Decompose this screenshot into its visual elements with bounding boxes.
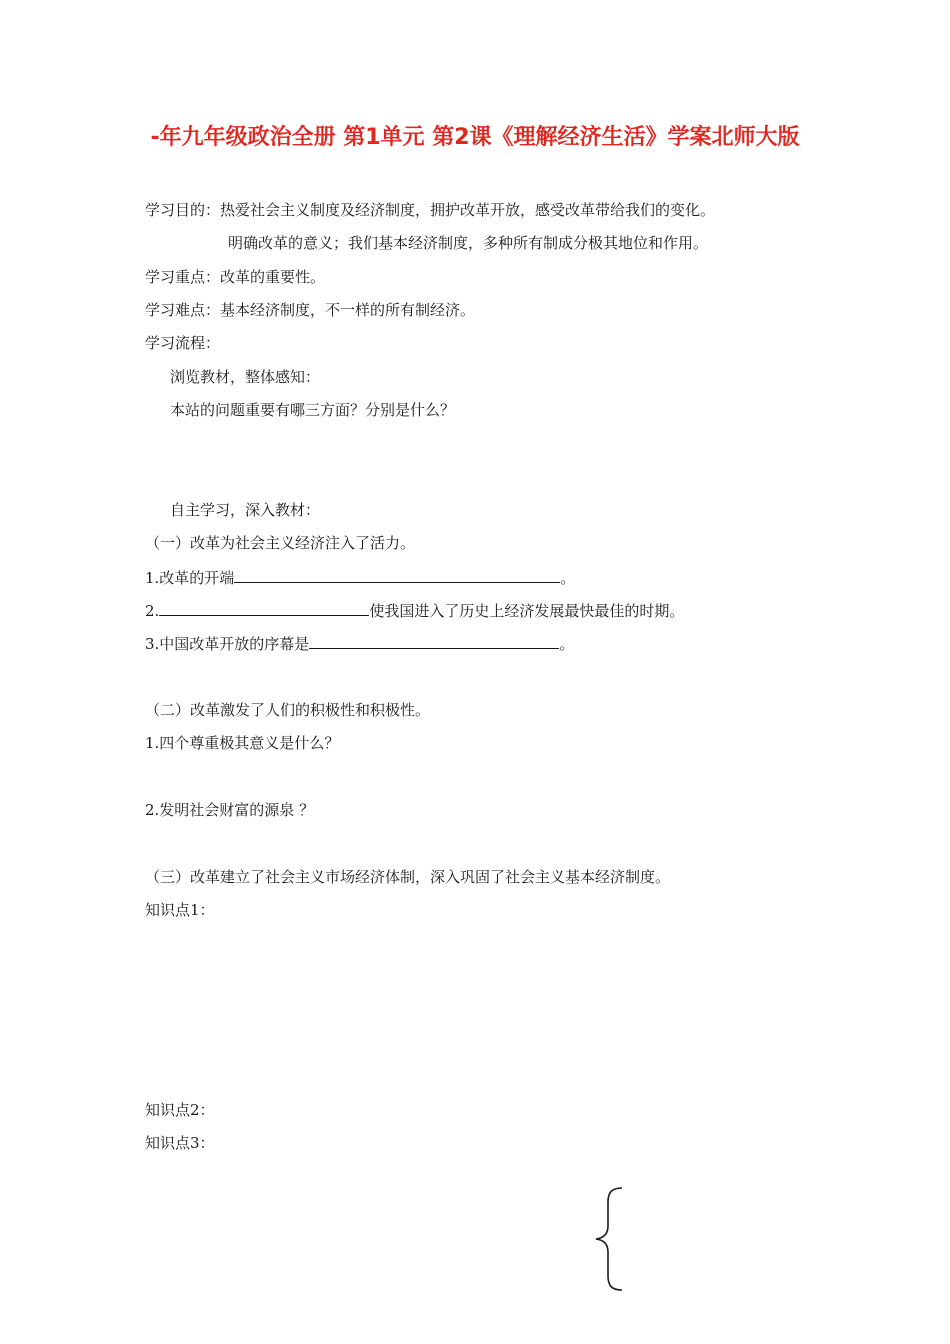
curly-brace-icon bbox=[590, 1186, 630, 1292]
section-2-item-2: 2.发明社会财富的源泉 ？ bbox=[145, 801, 315, 819]
item-3-suffix: 。 bbox=[559, 635, 575, 653]
document-title: -年九年级政治全册 第1单元 第2课《理解经济生活》学案北师大版 bbox=[150, 125, 800, 150]
section-1-item-1 bbox=[145, 567, 575, 588]
objectives-line-2: 明确改革的意义；我们基本经济制度，多种所有制成分极其地位和作用。 bbox=[228, 234, 709, 252]
section-2-heading: （二）改革激发了人们的积极性和积极性。 bbox=[145, 701, 431, 719]
browse-heading: 浏览教材，整体感知： bbox=[170, 368, 321, 386]
answer-blank-1[interactable] bbox=[234, 567, 560, 583]
knowledge-point-3: 知识点3： bbox=[145, 1134, 215, 1152]
item-2-prefix: 2. bbox=[145, 602, 160, 620]
item-3-prefix: 3.中国改革开放的序幕是 bbox=[145, 635, 310, 653]
process-label: 学习流程： bbox=[145, 334, 221, 352]
item-1-suffix: 。 bbox=[560, 569, 576, 587]
key-point: 学习重点：改革的重要性。 bbox=[145, 268, 326, 286]
knowledge-point-1: 知识点1： bbox=[145, 901, 215, 919]
item-2-suffix: 使我国进入了历史上经济发展最快最佳的时期。 bbox=[369, 602, 685, 620]
objectives-line-1 bbox=[145, 200, 715, 220]
main-question: 本站的问题重要有哪三方面？分别是什么？ bbox=[170, 401, 456, 419]
section-1-heading: （一）改革为社会主义经济注入了活力。 bbox=[145, 534, 416, 552]
objectives-text-1: 热爱社会主义制度及经济制度，拥护改革开放，感受改革带给我们的变化。 bbox=[220, 201, 716, 219]
section-2-item-1: 1.四个尊重极其意义是什么？ bbox=[145, 734, 340, 752]
section-3-heading: （三）改革建立了社会主义市场经济体制，深入巩固了社会主义基本经济制度。 bbox=[145, 868, 671, 886]
objectives-label: 学习目的： bbox=[145, 201, 221, 219]
section-1-item-2 bbox=[145, 600, 684, 621]
item-1-prefix: 1.改革的开端 bbox=[145, 569, 235, 587]
answer-blank-3[interactable] bbox=[309, 633, 559, 649]
answer-blank-2[interactable] bbox=[159, 600, 369, 616]
self-study-heading: 自主学习，深入教材： bbox=[170, 501, 321, 519]
knowledge-point-2: 知识点2： bbox=[145, 1101, 215, 1119]
difficult-point: 学习难点：基本经济制度，不一样的所有制经济。 bbox=[145, 301, 476, 319]
section-1-item-3 bbox=[145, 633, 574, 654]
